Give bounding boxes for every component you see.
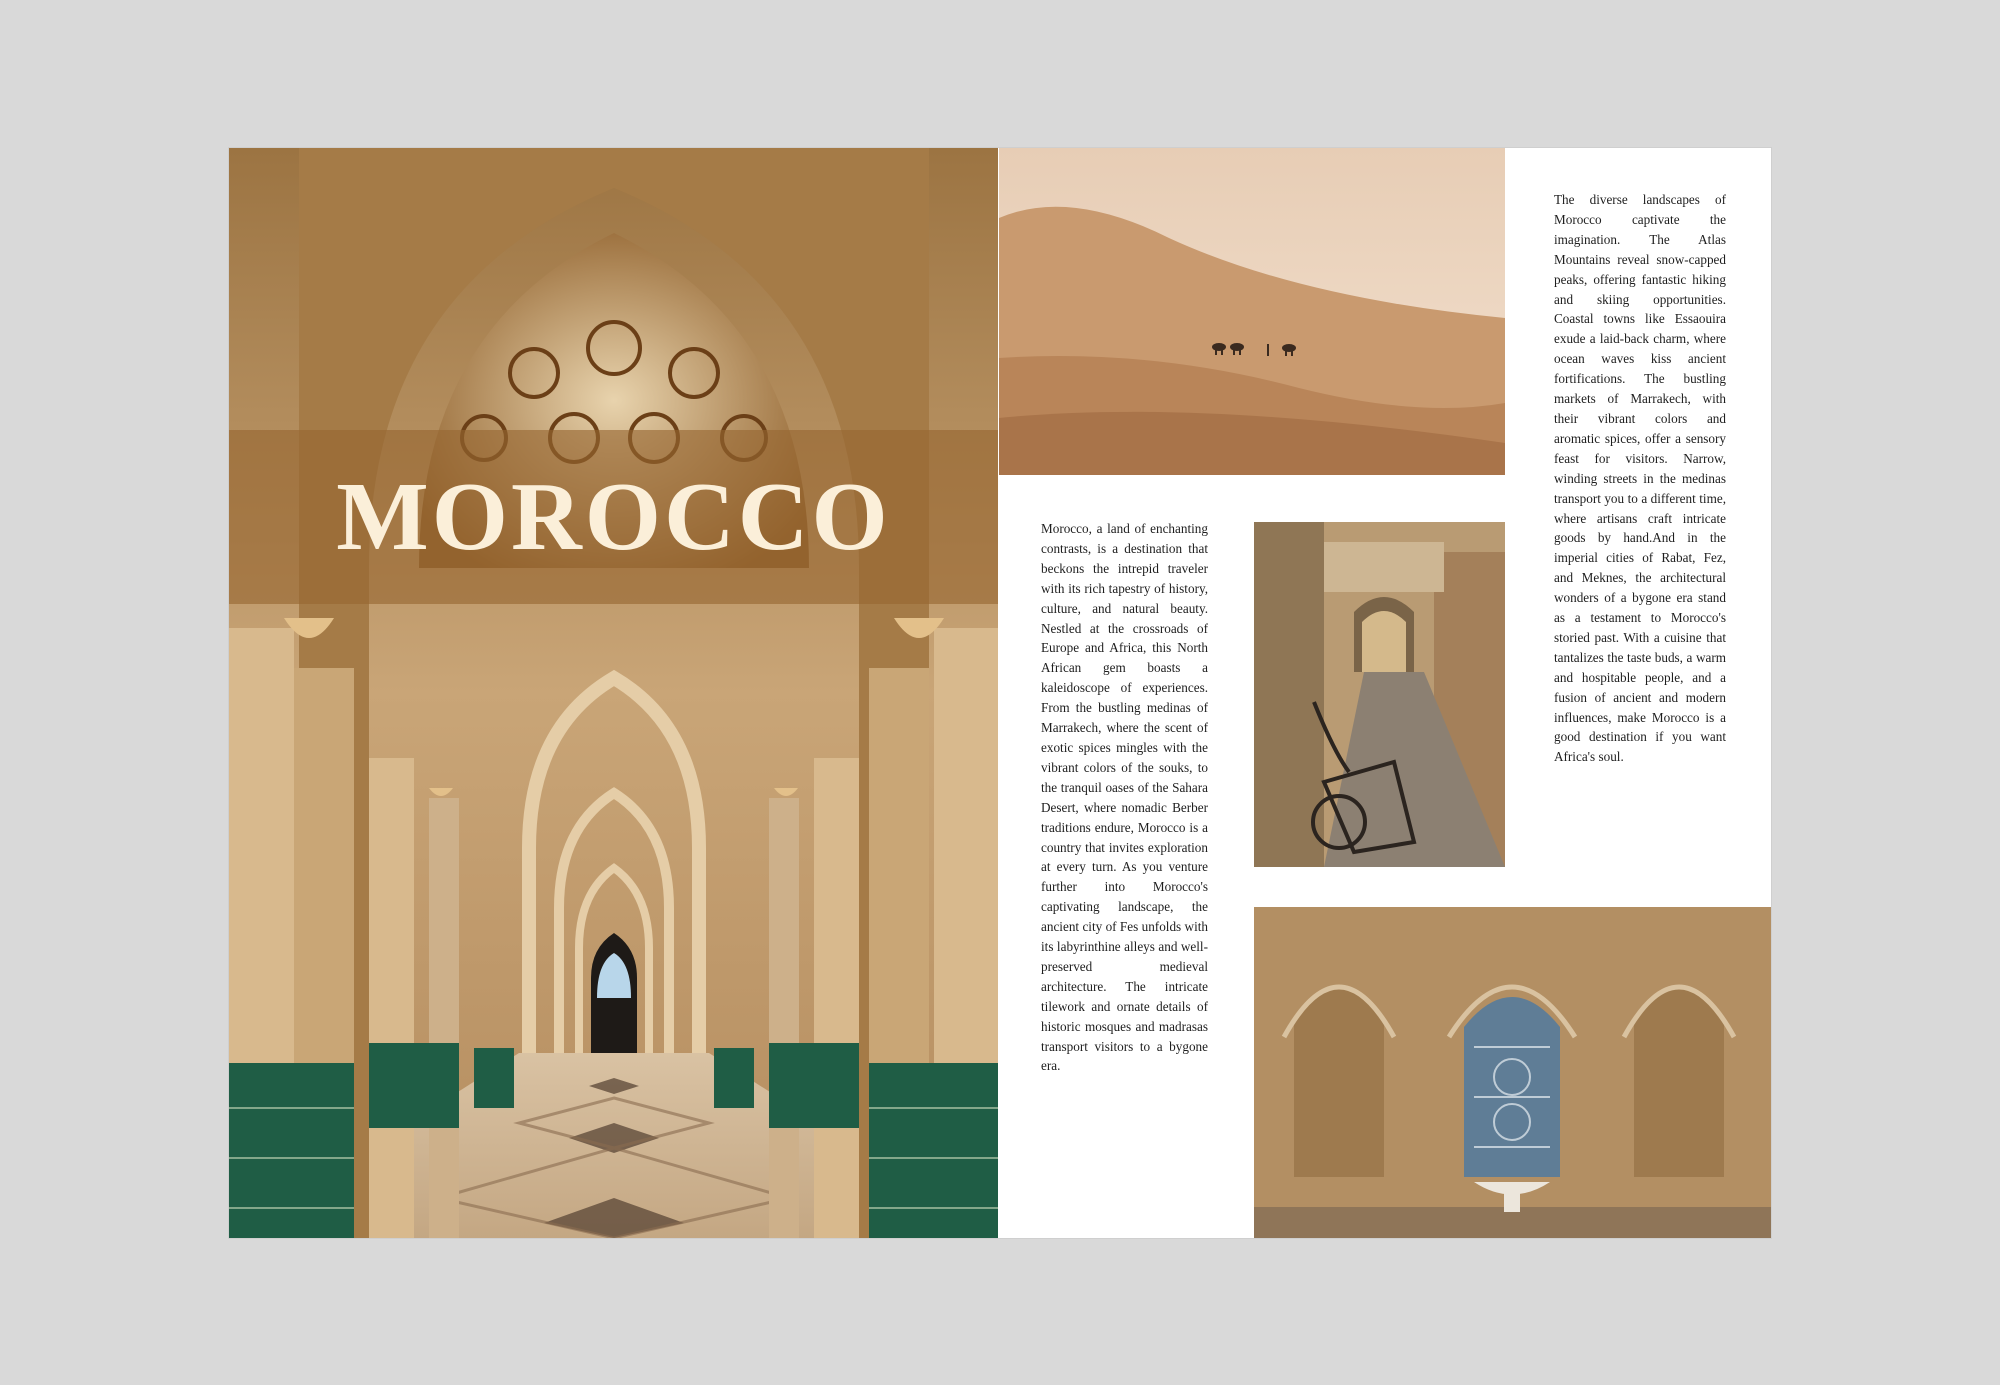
alley-illustration bbox=[1254, 522, 1505, 867]
article-column-left: Morocco, a land of enchanting contrasts, is a destination that beckons the intrepid traveler with its rich tapestry of history, culture, and natural beauty. Nestled at the crossroads of Europe and Africa, this North African gem boasts a kaleidoscope of experiences. From the bustling medinas of Marrakech, where the scent of exotic spices mingles with the vibrant colors of the souks, to the tranquil oases of the Sahara Desert, where nomadic Berber traditions endure, Morocco is a country that invites exploration at every turn. As you venture further into Morocco's captivating landscape, the ancient city of Fes unfolds with its labyrinthine alleys and well-preserved medieval architecture. The intricate tilework and ornate details of historic mosques and madrasas transport visitors to a bygone era. bbox=[1041, 521, 1208, 1074]
tiled-wall-photo bbox=[1254, 907, 1771, 1238]
article-column-right: The diverse landscapes of Morocco captivate the imagination. The Atlas Mountains reveal snow-capped peaks, offering fantastic hiking and skiing opportunities. Coastal towns like Essaouira exude a laid-back charm, where ocean waves kiss ancient fortifications. The bustling markets of Marrakech, with their vibrant colors and aromatic spices, offer a sensory feast for visitors. Narrow, winding streets in the medinas transport you to a different time, where artisans craft intricate goods by hand.And in the imperial cities of Rabat, Fez, and Meknes, the architectural wonders of a bygone era stand as a testament to Morocco's storied past. With a cuisine that tantalizes the taste buds, a warm and hospitable people, and a fusion of ancient and modern influences, make Morocco is a good destination if you want Africa's soul. bbox=[1554, 192, 1726, 765]
title-band bbox=[229, 430, 998, 604]
desert-illustration bbox=[999, 148, 1505, 475]
alley-photo bbox=[1254, 522, 1505, 867]
arcade-photo bbox=[229, 148, 998, 1238]
desert-photo bbox=[999, 148, 1505, 475]
wall-illustration bbox=[1254, 907, 1771, 1238]
magazine-spread bbox=[229, 148, 1771, 1238]
arcade-illustration bbox=[229, 148, 998, 1238]
magazine-title: MOROCCO bbox=[336, 463, 891, 571]
